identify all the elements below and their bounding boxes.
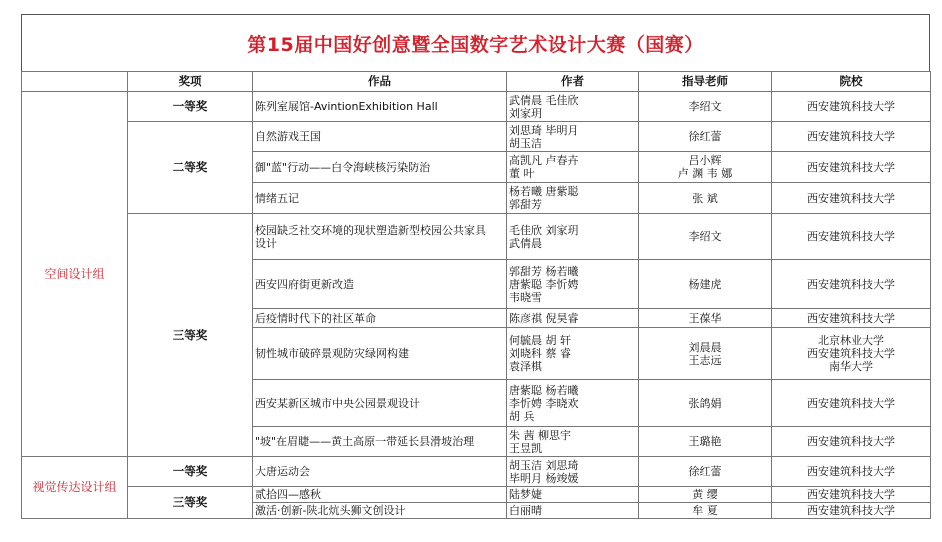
author-names: 武倩晨 毛佳欣 刘家玥 bbox=[507, 92, 639, 122]
advisor-names: 李绍文 bbox=[639, 92, 772, 122]
school-name: 西安建筑科技大学 bbox=[772, 427, 931, 457]
school-name: 西安建筑科技大学 bbox=[772, 183, 931, 214]
school-name: 西安建筑科技大学 bbox=[772, 487, 931, 503]
work-title: 校园缺乏社交环境的现状塑造新型校园公共家具 设计 bbox=[253, 214, 507, 260]
work-title: 贰拾四—感秋 bbox=[253, 487, 507, 503]
work-title: 韧性城市破碎景观防灾绿网构建 bbox=[253, 328, 507, 380]
author-names: 朱 茜 柳思宇 王昱凯 bbox=[507, 427, 639, 457]
school-name: 北京林业大学 西安建筑科技大学 南华大学 bbox=[772, 328, 931, 380]
table-row bbox=[22, 92, 931, 122]
work-title: 激活·创新-陕北炕头狮文创设计 bbox=[253, 503, 507, 519]
author-names: 何毓晨 胡 轩 刘晓科 蔡 睿 袁泽棋 bbox=[507, 328, 639, 380]
work-title: 西安某新区城市中央公园景观设计 bbox=[253, 380, 507, 427]
header-group bbox=[22, 72, 128, 92]
header-school: 院校 bbox=[772, 72, 931, 92]
work-title: 情绪五记 bbox=[253, 183, 507, 214]
author-names: 唐紫聪 杨若曦 李忻娉 李晓欢 胡 兵 bbox=[507, 380, 639, 427]
author-names: 陆梦婕 bbox=[507, 487, 639, 503]
work-title: "坡"在眉睫——黄土高原一带延长县滑坡治理 bbox=[253, 427, 507, 457]
author-names: 刘思琦 毕明月 胡玉洁 bbox=[507, 122, 639, 152]
author-names: 杨若曦 唐紫聪 郭甜芳 bbox=[507, 183, 639, 214]
school-name: 西安建筑科技大学 bbox=[772, 457, 931, 487]
award-first-prize-visual: 一等奖 bbox=[128, 457, 253, 487]
advisor-names: 徐红蕾 bbox=[639, 457, 772, 487]
header-author: 作者 bbox=[507, 72, 639, 92]
advisor-names: 王葆华 bbox=[639, 309, 772, 328]
title-box bbox=[21, 14, 930, 72]
award-third-prize-visual: 三等奖 bbox=[128, 487, 253, 519]
advisor-names: 徐红蕾 bbox=[639, 122, 772, 152]
advisor-names: 刘晨晨 王志远 bbox=[639, 328, 772, 380]
advisor-names: 王璐艳 bbox=[639, 427, 772, 457]
group-visual-communication: 视觉传达设计组 bbox=[22, 457, 128, 519]
school-name: 西安建筑科技大学 bbox=[772, 152, 931, 183]
school-name: 西安建筑科技大学 bbox=[772, 122, 931, 152]
work-title: 陈列室展馆-AvintionExhibition Hall bbox=[253, 92, 507, 122]
author-names: 郭甜芳 杨若曦 唐紫聪 李忻娉 韦晓雪 bbox=[507, 260, 639, 309]
author-names: 陈彦祺 倪昊睿 bbox=[507, 309, 639, 328]
group-space-design: 空间设计组 bbox=[22, 92, 128, 457]
award-second-prize: 二等奖 bbox=[128, 122, 253, 214]
award-third-prize: 三等奖 bbox=[128, 214, 253, 457]
advisor-names: 张 斌 bbox=[639, 183, 772, 214]
advisor-names: 张鸽娟 bbox=[639, 380, 772, 427]
page-title: 第15届中国好创意暨全国数字艺术设计大赛（国赛） bbox=[247, 33, 704, 56]
header-row bbox=[22, 72, 931, 92]
school-name: 西安建筑科技大学 bbox=[772, 92, 931, 122]
advisor-names: 吕小辉 卢 渊 韦 娜 bbox=[639, 152, 772, 183]
advisor-names: 杨建虎 bbox=[639, 260, 772, 309]
work-title: 御"蓝"行动——白令海峡核污染防治 bbox=[253, 152, 507, 183]
work-title: 自然游戏王国 bbox=[253, 122, 507, 152]
table-row bbox=[22, 487, 931, 503]
advisor-names: 李绍文 bbox=[639, 214, 772, 260]
header-advisor: 指导老师 bbox=[639, 72, 772, 92]
work-title: 后疫情时代下的社区革命 bbox=[253, 309, 507, 328]
table-row bbox=[22, 122, 931, 152]
school-name: 西安建筑科技大学 bbox=[772, 380, 931, 427]
work-title: 大唐运动会 bbox=[253, 457, 507, 487]
header-award: 奖项 bbox=[128, 72, 253, 92]
work-title: 西安四府街更新改造 bbox=[253, 260, 507, 309]
school-name: 西安建筑科技大学 bbox=[772, 214, 931, 260]
award-sheet bbox=[21, 14, 930, 529]
author-names: 毛佳欣 刘家玥 武倩晨 bbox=[507, 214, 639, 260]
awards-table bbox=[21, 71, 931, 519]
table-row bbox=[22, 457, 931, 487]
author-names: 白丽晴 bbox=[507, 503, 639, 519]
school-name: 西安建筑科技大学 bbox=[772, 503, 931, 519]
author-names: 胡玉洁 刘思琦 毕明月 杨竣媛 bbox=[507, 457, 639, 487]
author-names: 高凯凡 卢春卉 董 叶 bbox=[507, 152, 639, 183]
advisor-names: 牟 夏 bbox=[639, 503, 772, 519]
header-work: 作品 bbox=[253, 72, 507, 92]
school-name: 西安建筑科技大学 bbox=[772, 260, 931, 309]
table-row bbox=[22, 214, 931, 260]
award-first-prize: 一等奖 bbox=[128, 92, 253, 122]
school-name: 西安建筑科技大学 bbox=[772, 309, 931, 328]
advisor-names: 黄 缨 bbox=[639, 487, 772, 503]
